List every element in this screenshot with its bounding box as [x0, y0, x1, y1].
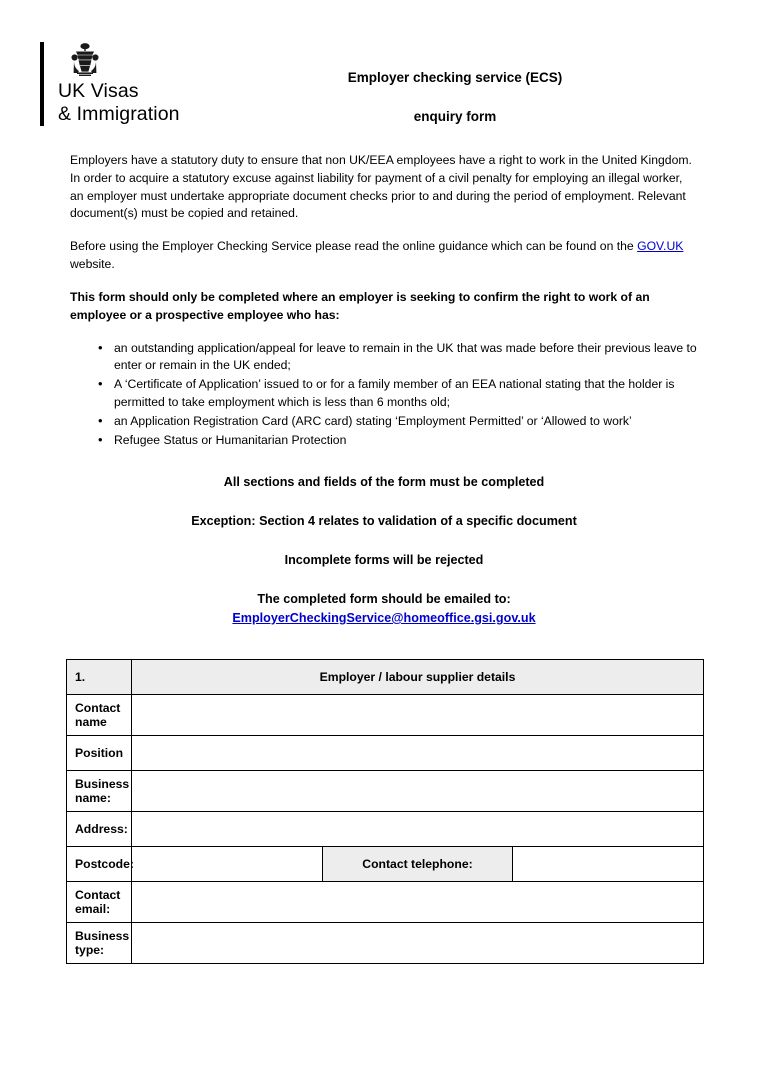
- table-row: [67, 811, 704, 846]
- spacer: [70, 502, 698, 512]
- submission-email-line: [70, 611, 698, 625]
- document-body: [0, 152, 770, 625]
- document-page: [0, 42, 770, 1066]
- postcode-field[interactable]: [132, 846, 323, 881]
- address-label: Address:: [67, 811, 132, 846]
- intro-paragraph-1: Employers have a statutory duty to ensure that non UK/EEA employees have a right to work in the United Kingdom. In order to acquire a statutory excuse against liability for payment of a civil penalty for employing an illegal worker, an employer must undertake appropriate document checks prior to and during the period of employment. Relevant document(s) must be copied and retained.: [70, 153, 692, 221]
- contact-email-label: Contact email:: [67, 881, 132, 922]
- contact-name-label: Contact name: [67, 694, 132, 735]
- logo-text-line2: & Immigration: [58, 102, 180, 125]
- business-name-label: Business name:: [67, 770, 132, 811]
- contact-telephone-field[interactable]: [513, 846, 704, 881]
- postcode-label: Postcode:: [67, 846, 132, 881]
- submission-email-link[interactable]: EmployerCheckingService@homeoffice.gsi.gov.uk: [232, 610, 536, 625]
- notice-incomplete: Incomplete forms will be rejected: [284, 553, 484, 568]
- document-header: [0, 42, 770, 152]
- contact-email-field[interactable]: [132, 881, 704, 922]
- logo-text-line1: UK Visas: [58, 80, 139, 102]
- address-field[interactable]: [132, 811, 704, 846]
- page-title: [180, 48, 730, 146]
- notice-exception: Exception: Section 4 relates to validation of a specific document: [191, 514, 577, 529]
- section-1-table-container: [66, 659, 704, 964]
- eligibility-bullet-list: [70, 340, 698, 450]
- page-title-line2: enquiry form: [413, 108, 497, 124]
- table-row: [67, 881, 704, 922]
- table-row: [67, 922, 704, 963]
- table-row: [67, 735, 704, 770]
- list-item: • A ‘Certificate of Application’ issued to or for a family member of an EEA national stating that the holder is permitted to take employment which is less than 6 months old;: [98, 376, 698, 412]
- list-item: • Refugee Status or Humanitarian Protection: [98, 432, 698, 450]
- govuk-link[interactable]: GOV.UK: [637, 239, 684, 254]
- business-type-field[interactable]: [132, 922, 704, 963]
- business-type-label: Business type:: [67, 922, 132, 963]
- royal-crest-icon: [68, 42, 102, 78]
- spacer: [70, 541, 698, 551]
- list-item: • an Application Registration Card (ARC card) stating ‘Employment Permitted’ or ‘Allowed to work’: [98, 413, 698, 431]
- section-number: 1.: [67, 659, 132, 694]
- contact-name-field[interactable]: [132, 694, 704, 735]
- position-label: Position: [67, 735, 132, 770]
- business-name-field[interactable]: [132, 770, 704, 811]
- intro-paragraph-2-text-after: website.: [70, 257, 115, 272]
- table-row-section-header: [67, 659, 704, 694]
- table-row: [67, 846, 704, 881]
- intro-paragraph-2-text-before: Before using the Employer Checking Service please read the online guidance which can be found on the: [70, 239, 638, 254]
- intro-paragraph-2: [70, 238, 698, 274]
- notice-email-instruction: The completed form should be emailed to:: [257, 592, 511, 607]
- notice-all-sections: All sections and fields of the form must be completed: [223, 475, 545, 490]
- employer-details-table: [66, 659, 704, 964]
- spacer: [70, 463, 698, 473]
- position-field[interactable]: [132, 735, 704, 770]
- table-row: [67, 694, 704, 735]
- spacer: [70, 580, 698, 590]
- contact-telephone-label: Contact telephone:: [322, 846, 513, 881]
- intro-paragraph-3: This form should only be completed where an employer is seeking to confirm the right to work of an employee or a prospective employee who has:: [70, 289, 650, 322]
- page-title-line1: Employer checking service (ECS): [347, 69, 563, 85]
- table-row: [67, 770, 704, 811]
- list-item: • an outstanding application/appeal for leave to remain in the UK that was made before their previous leave to enter or remain in the UK ended;: [98, 340, 698, 376]
- section-title: Employer / labour supplier details: [132, 659, 704, 694]
